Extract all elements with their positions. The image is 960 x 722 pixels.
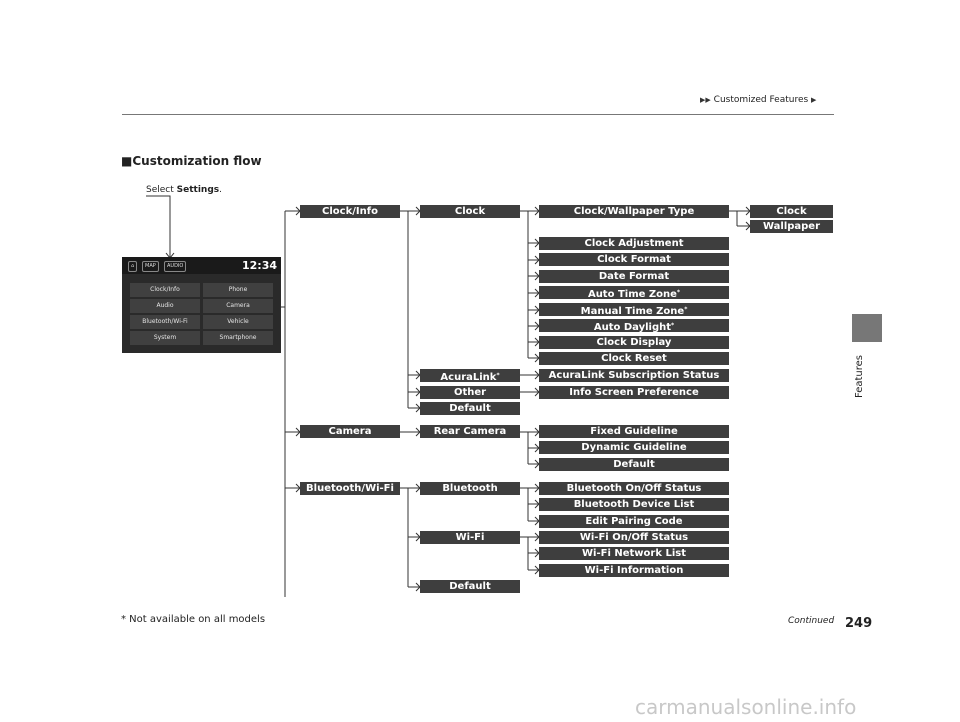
square-bullet-icon: ■: [121, 154, 133, 168]
screen-button-smartphone[interactable]: Smartphone: [203, 331, 273, 345]
flow-node-manual-time-zone: [539, 303, 729, 316]
flow-node-wallpaper: Wallpaper: [750, 220, 833, 233]
screen-button-vehicle[interactable]: Vehicle: [203, 315, 273, 329]
select-suffix: .: [219, 185, 222, 195]
screen-button-bt-wifi[interactable]: Bluetooth/Wi-Fi: [130, 315, 200, 329]
asterisk-mark: *: [676, 289, 681, 296]
flow-node-wallpaper-type: Clock/Wallpaper Type: [539, 205, 729, 218]
flow-node-bt-wifi: Bluetooth/Wi-Fi: [300, 482, 400, 495]
flow-node-wifi-status: Wi-Fi On/Off Status: [539, 531, 729, 544]
flow-node-camera: Camera: [300, 425, 400, 438]
screen-button-system[interactable]: System: [130, 331, 200, 345]
section-title-text: Customization flow: [132, 154, 262, 168]
manual-time-zone-label: Manual Time Zone: [580, 306, 685, 316]
audio-pill[interactable]: AUDIO: [164, 261, 186, 272]
flow-node-clock-style: Clock: [750, 205, 833, 218]
footnote: * Not available on all models: [121, 614, 266, 625]
asterisk-mark: *: [684, 306, 688, 313]
flow-node-date-format: Date Format: [539, 270, 729, 283]
flow-node-acuralink-sub: AcuraLink Subscription Status: [539, 369, 729, 382]
asterisk-mark: *: [671, 322, 675, 329]
flow-node-default-2: Default: [420, 580, 520, 593]
side-tab-label: Features: [854, 355, 865, 398]
screen-clock: 12:34: [241, 259, 277, 272]
flow-node-bluetooth: Bluetooth: [420, 482, 520, 495]
map-pill[interactable]: MAP: [142, 261, 159, 272]
flow-node-auto-time-zone: [539, 286, 729, 299]
flow-node-clock-info: Clock/Info: [300, 205, 400, 218]
flow-node-default: Default: [420, 402, 520, 415]
flow-node-other: Other: [420, 386, 520, 399]
flow-node-clock-format: Clock Format: [539, 253, 729, 266]
triangle-right-icon: ▶: [811, 96, 817, 104]
flow-node-clock-reset: Clock Reset: [539, 352, 729, 365]
screen-button-clock-info[interactable]: Clock/Info: [130, 283, 200, 297]
select-settings-bold: Settings: [176, 185, 220, 195]
flow-node-clock: Clock: [420, 205, 520, 218]
continued-label: Continued: [788, 616, 835, 626]
page-number: 249: [845, 616, 873, 631]
flow-node-bt-device-list: Bluetooth Device List: [539, 498, 729, 511]
home-icon: ⌂: [128, 261, 137, 272]
watermark: carmanualsonline.info: [635, 695, 857, 719]
auto-daylight-label: Auto Daylight: [593, 322, 672, 332]
acuralink-label: AcuraLink: [440, 372, 497, 382]
auto-time-zone-label: Auto Time Zone: [587, 289, 677, 299]
screen-button-phone[interactable]: Phone: [203, 283, 273, 297]
flow-node-camera-default: Default: [539, 458, 729, 471]
select-prefix: Select: [146, 185, 177, 195]
flow-node-rear-camera: Rear Camera: [420, 425, 520, 438]
triangle-right-icon: ▶▶: [700, 96, 711, 104]
breadcrumb-label: Customized Features: [713, 95, 809, 105]
flow-node-fixed-guideline: Fixed Guideline: [539, 425, 729, 438]
asterisk-mark: *: [496, 372, 500, 379]
flow-node-bt-status: Bluetooth On/Off Status: [539, 482, 729, 495]
flow-node-wifi-network: Wi-Fi Network List: [539, 547, 729, 560]
screen-button-camera[interactable]: Camera: [203, 299, 273, 313]
flow-node-edit-pairing: Edit Pairing Code: [539, 515, 729, 528]
flow-node-acuralink: [420, 369, 520, 382]
flow-node-clock-adjustment: Clock Adjustment: [539, 237, 729, 250]
head-unit-screen: [122, 257, 281, 353]
screen-button-audio[interactable]: Audio: [130, 299, 200, 313]
flow-node-wifi-info: Wi-Fi Information: [539, 564, 729, 577]
flow-node-info-screen: Info Screen Preference: [539, 386, 729, 399]
flow-node-wifi: Wi-Fi: [420, 531, 520, 544]
screen-status-bar: [122, 257, 281, 274]
flow-node-dynamic-guideline: Dynamic Guideline: [539, 441, 729, 454]
flow-node-clock-display: Clock Display: [539, 336, 729, 349]
flow-node-auto-daylight: [539, 319, 729, 332]
